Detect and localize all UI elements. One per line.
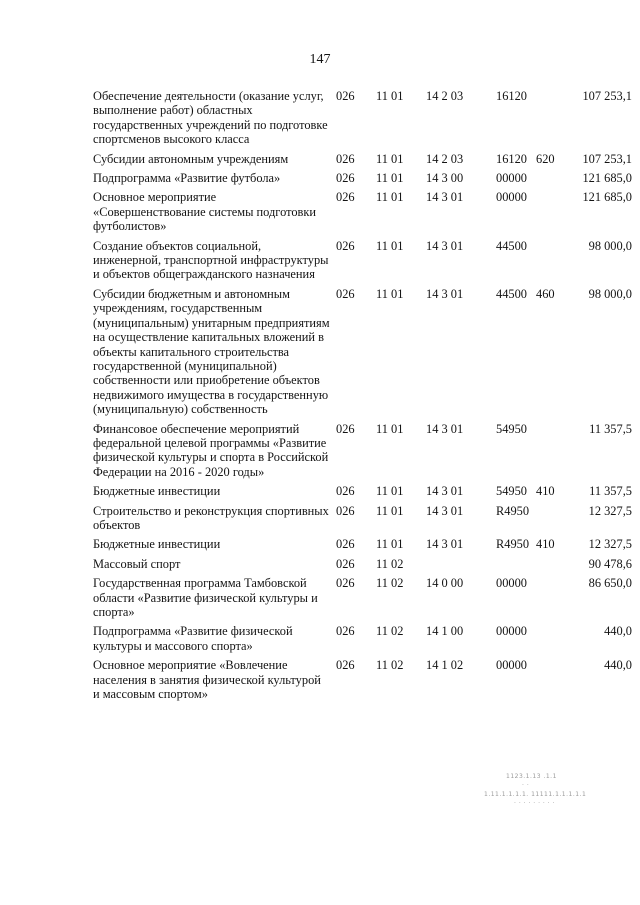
expense-type-code [536,422,572,485]
expense-type-code [536,239,572,287]
stamp-line: 1123.1.13 .1.1 [506,773,557,780]
target-code: 54950 [496,421,527,436]
amount: 98 000,0 [588,286,632,301]
amount: 86 650,0 [588,576,632,591]
target-code: 00000 [496,171,527,186]
table-row [93,624,632,658]
ministry-code: 026 [336,190,355,205]
amount: 121 685,0 [582,190,632,205]
target-code: 44500 [496,286,527,301]
section-code: 11 01 [376,537,404,552]
expense-type-code [536,576,572,624]
table-row [93,152,632,171]
ministry-code: 026 [336,556,355,571]
row-name: Основное мероприятие «Вовлечение населения в занятия физической культурой и массовым спортом» [93,658,321,702]
program-code: 14 2 03 [426,89,464,103]
ministry-code: 026 [336,484,355,499]
section-code: 11 01 [376,89,404,103]
program-code: 14 2 03 [426,151,464,166]
section-code: 11 02 [376,576,404,591]
stamp-line: · · · · · · · · · [514,800,555,807]
table-body [93,89,632,706]
table-row [93,484,632,503]
expense-type-code [536,624,572,658]
program-code [426,557,496,576]
ministry-code: 026 [336,421,355,436]
row-name: Субсидии бюджетным и автономным учреждениям, государственным (муниципальным) унитарным предприятиям на осуществление капитальных вложений в объекты капитального строительства государственной (муниципальной) собственности или приобретение объектов недвижимого имущества в государственную (муниципальную) собственность [93,286,330,417]
target-code: 16120 [496,89,527,103]
amount: 98 000,0 [588,238,632,253]
amount: 11 357,5 [589,421,632,436]
program-code: 14 3 01 [426,238,464,253]
amount: 90 478,6 [588,556,632,571]
row-name: Бюджетные инвестиции [93,537,221,552]
row-name: Строительство и реконструкция спортивных объектов [93,503,329,532]
program-code: 14 1 00 [426,624,464,639]
target-code: 00000 [496,624,527,639]
table-row [93,658,632,706]
expense-type-code [536,504,572,538]
amount: 11 357,5 [589,484,632,499]
section-code: 11 02 [376,624,404,639]
amount: 12 327,5 [588,537,632,552]
target-code: 00000 [496,576,527,591]
section-code: 11 01 [376,151,404,166]
expense-type-code [536,658,572,706]
program-code: 14 1 02 [426,658,464,673]
ministry-code: 026 [336,151,355,166]
section-code: 11 01 [376,503,404,518]
table-row [93,557,632,576]
amount: 440,0 [604,624,632,639]
program-code: 14 3 01 [426,286,464,301]
expense-type-code [536,190,572,238]
program-code: 14 3 00 [426,171,464,186]
row-name: Основное мероприятие «Совершенствование системы подготовки футболистов» [93,190,317,234]
row-name: Бюджетные инвестиции [93,484,221,499]
target-code: 54950 [496,484,527,499]
table-row [93,422,632,485]
table-row [93,537,632,556]
ministry-code: 026 [336,658,355,673]
target-code [496,557,536,576]
expense-type-code: 460 [536,286,555,301]
table-row [93,89,632,152]
expense-type-code: 410 [536,537,555,552]
expense-type-code: 410 [536,484,555,499]
table-row [93,171,632,190]
ministry-code: 026 [336,624,355,639]
ministry-code: 026 [336,171,355,186]
target-code: R4950 [496,503,530,518]
expense-type-code [536,89,572,152]
row-name: Подпрограмма «Развитие физической культуры и массового спорта» [93,624,293,653]
page-number: 147 [309,52,331,67]
section-code: 11 02 [376,658,404,673]
row-name: Субсидии автономным учреждениям [93,151,289,166]
row-name: Государственная программа Тамбовской области «Развитие физической культуры и спорта» [93,576,318,619]
target-code: 16120 [496,151,527,166]
program-code: 14 3 01 [426,190,464,205]
row-name: Обеспечение деятельности (оказание услуг, выполнение работ) областных государственных учреждений по подготовке спортсменов высокого класса [93,89,328,147]
section-code: 11 01 [376,484,404,499]
amount: 12 327,5 [588,503,632,518]
program-code: 14 3 01 [426,537,464,552]
target-code: 00000 [496,190,527,205]
target-code: 00000 [496,658,527,673]
target-code: 44500 [496,238,527,253]
program-code: 14 0 00 [426,576,464,591]
program-code: 14 3 01 [426,503,464,518]
program-code: 14 3 01 [426,484,464,499]
table-row [93,190,632,238]
amount: 440,0 [604,658,632,673]
amount: 121 685,0 [582,171,632,186]
budget-table [93,89,632,706]
table-row [93,504,632,538]
expense-type-code [536,557,572,576]
target-code: R4950 [496,537,530,552]
ministry-code: 026 [336,238,355,253]
expense-type-code: 620 [536,151,555,166]
expense-type-code [536,171,572,190]
section-code: 11 01 [376,190,404,205]
row-name: Массовый спорт [93,556,181,571]
row-name: Финансовое обеспечение мероприятий федеральной целевой программы «Развитие физической культуры и спорта в Российской Федерации на 2016 - 2020 годы» [93,421,329,479]
table-row [93,576,632,624]
section-code: 11 01 [376,421,404,436]
ministry-code: 026 [336,286,355,301]
stamp-line: 1.11.1.1.1.1. 11111.1.1.1.1.1 [484,791,587,798]
ministry-code: 026 [336,537,355,552]
row-name: Создание объектов социальной, инженерной, транспортной инфраструктуры и объектов общегражданского назначения [93,238,329,282]
amount: 107 253,1 [582,89,632,103]
program-code: 14 3 01 [426,421,464,436]
section-code: 11 01 [376,238,404,253]
stamp-line: · · [522,782,530,789]
row-name: Подпрограмма «Развитие футбола» [93,171,281,186]
amount: 107 253,1 [582,151,632,166]
ministry-code: 026 [336,576,355,591]
section-code: 11 01 [376,171,404,186]
ministry-code: 026 [336,89,355,103]
faint-stamp-marks [478,772,618,822]
ministry-code: 026 [336,503,355,518]
table-row [93,287,632,422]
section-code: 11 02 [376,556,404,571]
section-code: 11 01 [376,286,404,301]
table-row [93,239,632,287]
